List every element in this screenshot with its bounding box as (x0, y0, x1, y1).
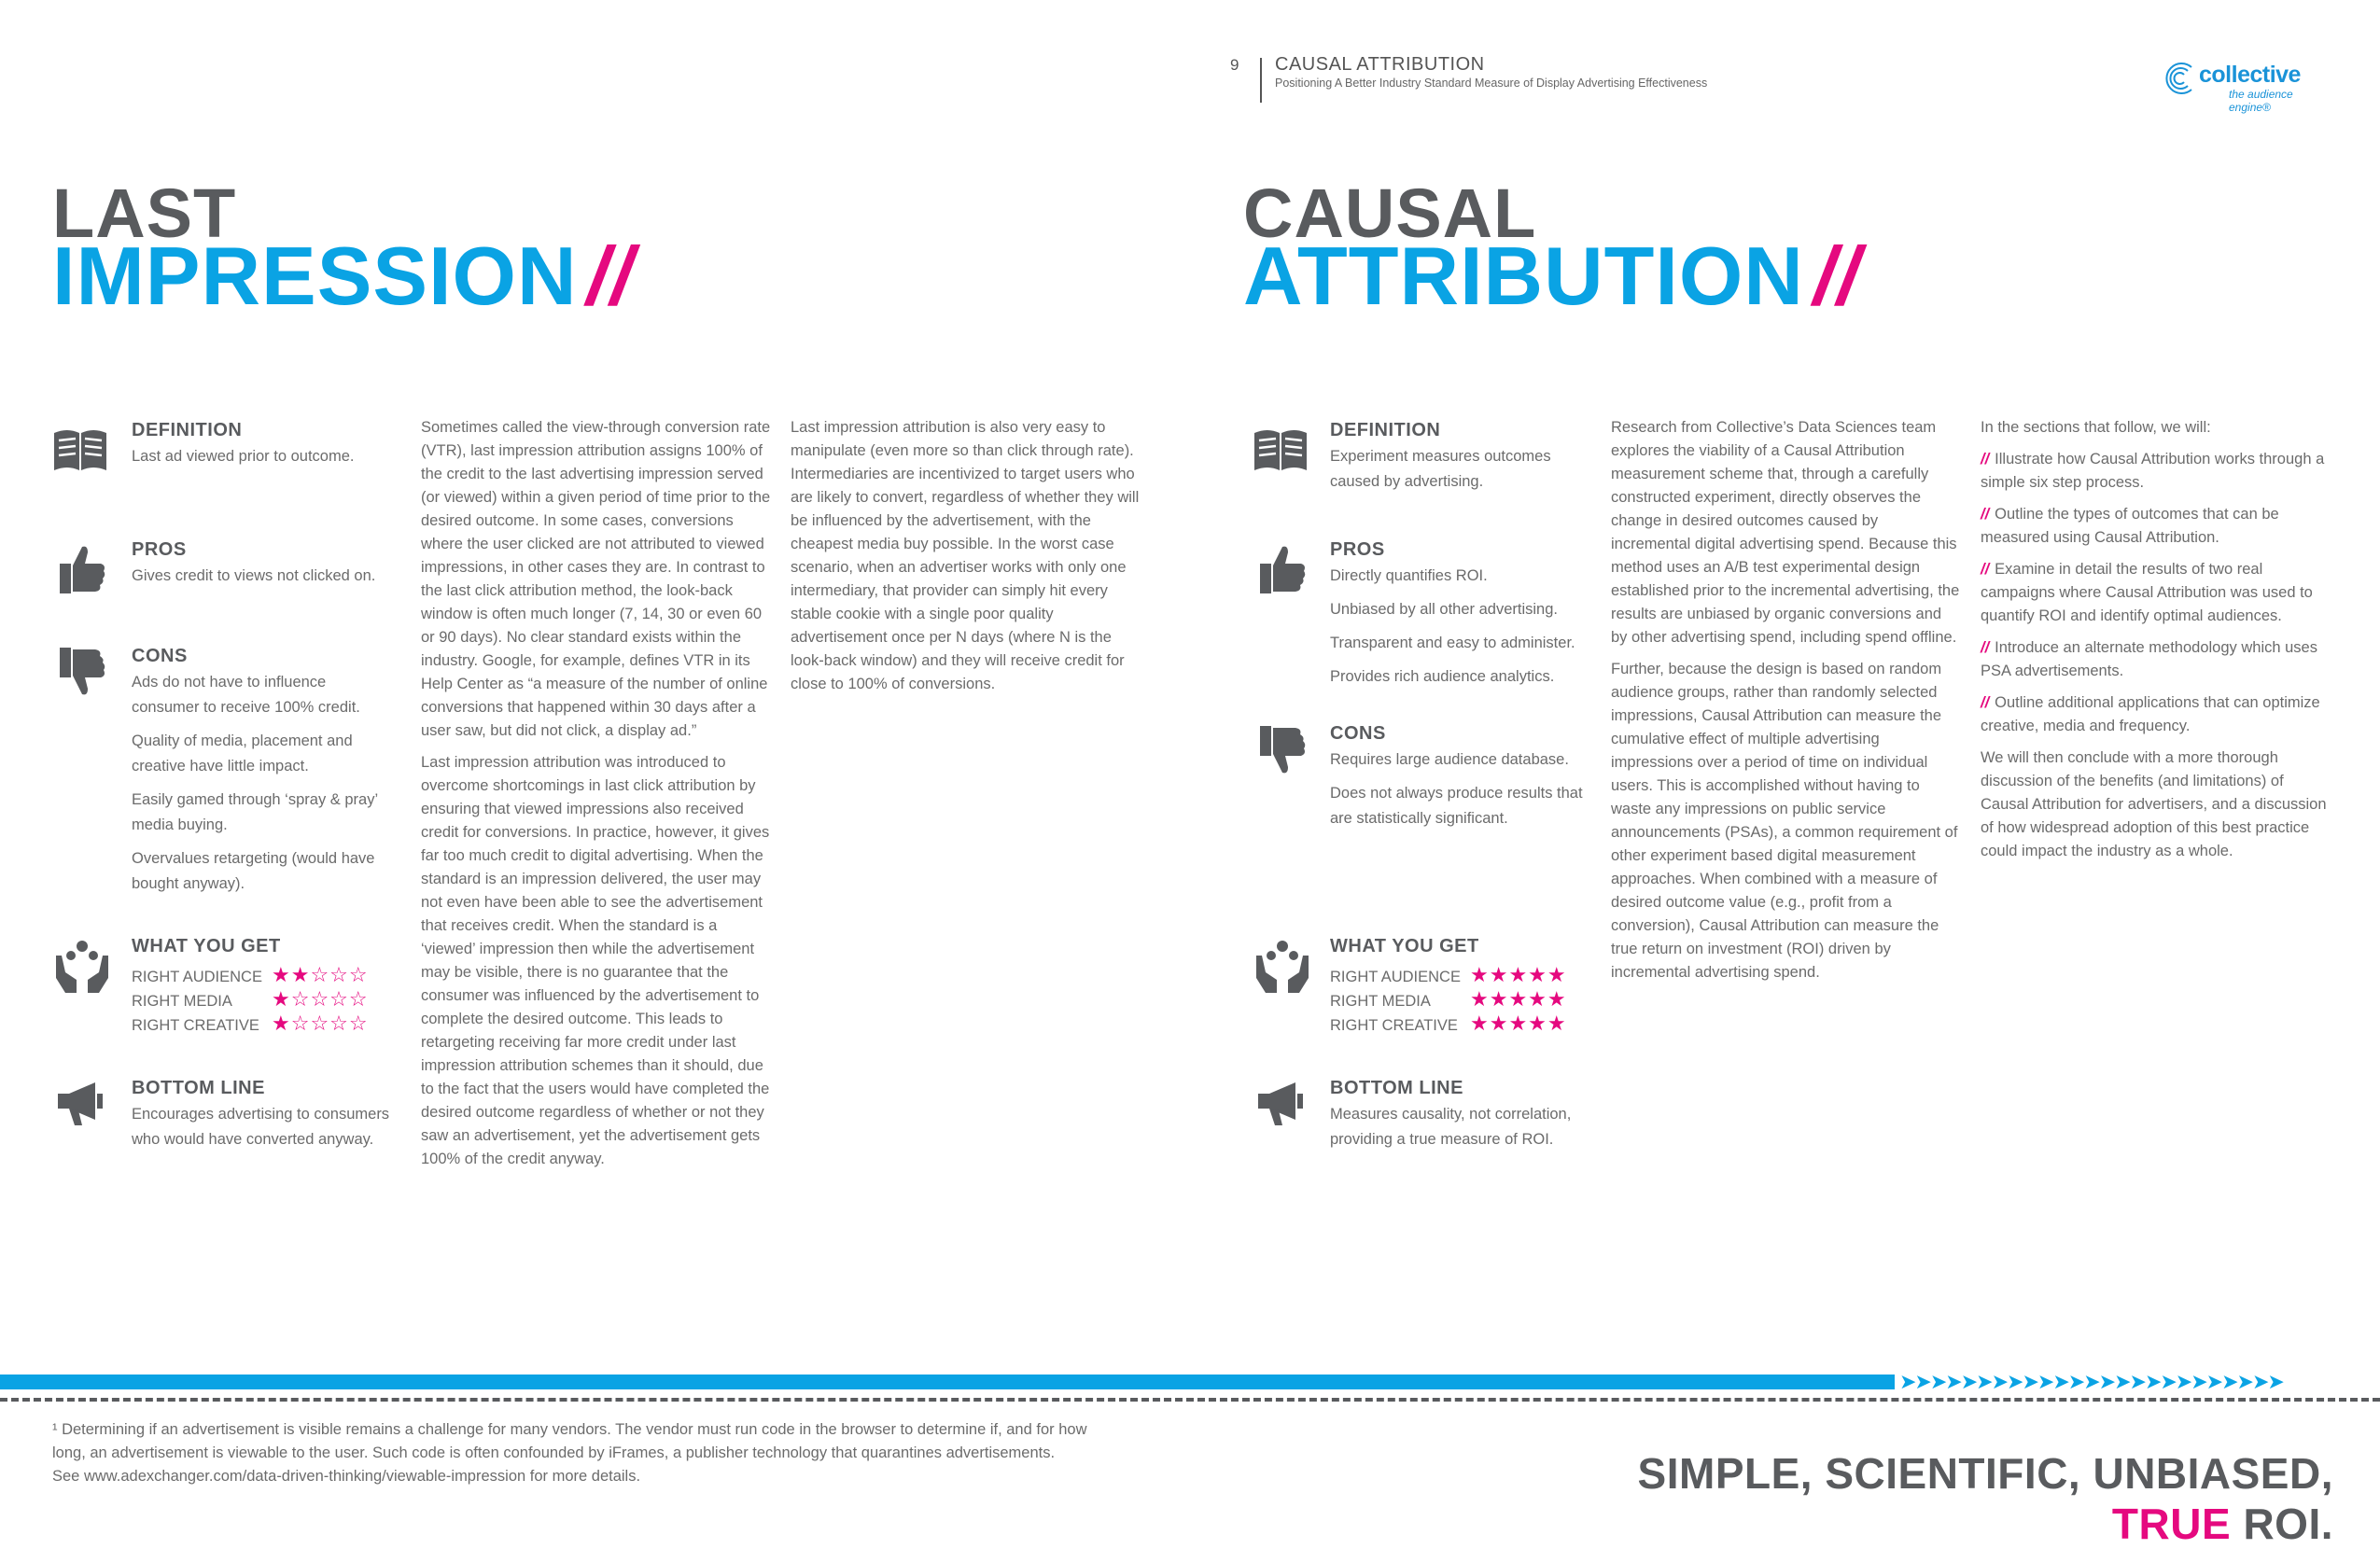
right-definition-text (1330, 444, 1582, 503)
left-cons-item: Ads do not have to influence consumer to receive 100% credit. (132, 674, 360, 716)
left-cons-item: Overvalues retargeting (would have bought anyway). (132, 850, 375, 892)
collective-logo (2163, 60, 2331, 114)
left-title-slash: // (586, 230, 635, 322)
rating-label: RIGHT CREATIVE (132, 1017, 259, 1034)
star-rating: ★☆☆☆☆ (272, 1012, 369, 1035)
tagline-highlight: TRUE (2111, 1500, 2232, 1548)
right-cons-item: Requires large audience database. (1330, 751, 1569, 768)
right-rating-row (1330, 987, 1567, 1012)
right-cons-text (1330, 747, 1591, 840)
right-rating-row (1330, 1012, 1567, 1036)
header-subtitle: Positioning A Better Industry Standard Measure of Display Advertising Effectiveness (1275, 77, 1708, 90)
paragraph: In the sections that follow, we will: (1981, 419, 2211, 436)
paragraph: Research from Collective’s Data Sciences team explores the viability of a Causal Attribution measurement scheme that, through a carefully constructed experiment, directly observes the change in desired outcomes caused by incremental digital advertising spend. Because this method uses an A/B test experimental design established prior to the incremental advertising, the results are unbiased by organic conversions and by other advertising spend, including spend offline. (1611, 419, 1960, 646)
rating-label: RIGHT AUDIENCE (132, 969, 262, 985)
footer-dashed-rule (0, 1398, 2380, 1402)
bullet-mark: // (1981, 694, 1990, 711)
bullet-mark: // (1981, 506, 1990, 523)
bullet-item (1981, 691, 2335, 738)
left-pros-item: Gives credit to views not clicked on. (132, 567, 376, 584)
bullet-item (1981, 503, 2335, 550)
paragraph: We will then conclude with a more thorough discussion of the benefits (and limitations) of Causal Attribution for advertisers, and a discussion of how widespread adoption of this best practice could impact the industry as a whole. (1981, 749, 2327, 859)
left-title-line2: IMPRESSION (52, 230, 578, 322)
footer-chevrons: ➤➤➤➤➤➤➤➤➤➤➤➤➤➤➤➤➤➤➤➤➤➤➤➤➤ (1899, 1372, 2283, 1392)
rating-label: RIGHT AUDIENCE (1330, 969, 1461, 985)
bullet-text: Outline additional applications that can optimize creative, media and frequency. (1981, 694, 2320, 734)
right-ratings (1330, 963, 1567, 1036)
thumbs-up-icon (1253, 539, 1312, 595)
left-cons-text (132, 670, 384, 905)
right-title-line2: ATTRIBUTION (1243, 230, 1804, 322)
left-bottom-text (132, 1102, 402, 1161)
hands-icon (52, 939, 112, 995)
right-pros-text (1330, 564, 1601, 698)
footnote-line: ¹ Determining if an advertisement is visible remains a challenge for many vendors. The vendor must run code in the browser to determine if, and for how (52, 1421, 1087, 1438)
footnote (52, 1418, 1172, 1488)
right-pros-item: Transparent and easy to administer. (1330, 635, 1575, 651)
left-wyg-head: WHAT YOU GET (132, 936, 281, 956)
right-body-column-1 (1611, 416, 1961, 993)
bullet-mark: // (1981, 639, 1990, 656)
right-title-line1: CAUSAL (1243, 174, 1537, 252)
right-pros-item: Provides rich audience analytics. (1330, 668, 1555, 685)
open-book-icon (50, 422, 110, 478)
paragraph: Sometimes called the view-through conversion rate (VTR), last impression attribution assigns 100% of the credit to the last advertising impression served (or viewed) within a given period of time prior to the desired outcome. In some cases, conversions where the user clicked are not attributed to viewed impressions, in other cases they are. In contrast to the last click attribution method, the look-back window is often much longer (7, 14, 30 or even 60 or 90 days). No clear standard exists within the industry. Google, for example, defines VTR in its Help Center as “a measure of the number of online conversions that happened within 30 days after a user saw, but did not click, a display ad.” (421, 419, 771, 739)
star-rating: ★★☆☆☆ (272, 963, 369, 986)
right-body-column-2 (1981, 416, 2335, 872)
hands-icon (1253, 939, 1312, 995)
tagline-pre: SIMPLE, SCIENTIFIC, UNBIASED, (1637, 1449, 2333, 1498)
logo-mark-icon (2163, 60, 2197, 97)
paragraph: Further, because the design is based on random audience groups, rather than randomly selected impressions, Causal Attribution can measure the cumulative effect of multiple advertising impressions over a period of time on individual users. This is accomplished without having to waste any impressions on public service announcements (PSAs), a common requirement of other experiment based digital measurement approaches. When combined with a measure of desired outcome value (e.g., profit from a conversion), Causal Attribution can measure the true return on investment (ROI) driven by incremental advertising spend. (1611, 661, 1958, 981)
right-pros-head: PROS (1330, 539, 1385, 560)
left-definition-line: Last ad viewed prior to outcome. (132, 448, 355, 465)
logo-tagline: the audience engine® (2229, 88, 2293, 114)
right-title-line2-wrap (1243, 230, 1861, 322)
header-title: CAUSAL ATTRIBUTION (1275, 54, 1485, 75)
paragraph: Last impression attribution is also very easy to manipulate (even more so than click through rate). Intermediaries are incentivized to target users who are likely to convert, regardless of whether they will be influenced by the advertisement, with the cheapest media buy possible. In the worst case scenario, when an advertiser works with only one intermediary, that provider can simply hit every stable cookie with a single poor quality advertisement once per N days (where N is the look-back window) and they will receive credit for close to 100% of conversions. (791, 419, 1140, 692)
bullet-item (1981, 558, 2335, 628)
right-bottom-head: BOTTOM LINE (1330, 1078, 1463, 1098)
left-title-line2-wrap (52, 230, 635, 322)
left-rating-row (132, 1012, 369, 1036)
thumbs-up-icon (52, 539, 112, 595)
right-cons-item: Does not always produce results that are statistically significant. (1330, 785, 1583, 827)
star-rating: ★★★★★ (1470, 1012, 1567, 1035)
megaphone-icon (1253, 1073, 1312, 1129)
left-rating-row (132, 987, 369, 1012)
star-rating: ★★★★★ (1470, 987, 1567, 1011)
right-title-slash: // (1813, 230, 1861, 322)
left-bottom-line: Encourages advertising to consumers who would have converted anyway. (132, 1106, 390, 1148)
left-definition-head: DEFINITION (132, 420, 243, 440)
left-title-line1: LAST (52, 174, 237, 252)
left-pros-text (132, 564, 384, 597)
logo-word: collective (2199, 62, 2301, 88)
right-definition-line: Experiment measures outcomes caused by advertising. (1330, 448, 1551, 490)
left-definition-text (132, 444, 384, 478)
bullet-item (1981, 448, 2335, 495)
right-pros-item: Unbiased by all other advertising. (1330, 601, 1558, 618)
left-body-column-2 (791, 416, 1141, 705)
thumbs-down-icon (1253, 724, 1312, 780)
left-pros-head: PROS (132, 539, 187, 560)
left-cons-item: Quality of media, placement and creative have little impact. (132, 733, 353, 774)
rating-label: RIGHT MEDIA (1330, 993, 1431, 1010)
bullet-mark: // (1981, 561, 1990, 578)
bullet-text: Introduce an alternate methodology which uses PSA advertisements. (1981, 639, 2317, 679)
left-bottom-head: BOTTOM LINE (132, 1078, 265, 1098)
right-wyg-head: WHAT YOU GET (1330, 936, 1479, 956)
left-rating-row (132, 963, 369, 987)
thumbs-down-icon (52, 646, 112, 702)
right-bottom-line: Measures causality, not correlation, providing a true measure of ROI. (1330, 1106, 1572, 1148)
right-bottom-text (1330, 1102, 1591, 1161)
bullet-item (1981, 636, 2335, 683)
footnote-line: See www.adexchanger.com/data-driven-thinking/viewable-impression for more details. (52, 1468, 641, 1485)
right-cons-head: CONS (1330, 723, 1386, 744)
left-body-column-1 (421, 416, 771, 1179)
tagline (1512, 1448, 2333, 1549)
star-rating: ★★★★★ (1470, 963, 1567, 986)
bullet-mark: // (1981, 451, 1990, 467)
left-cons-head: CONS (132, 646, 188, 666)
bullet-text: Illustrate how Causal Attribution works through a simple six step process. (1981, 451, 2325, 491)
left-ratings (132, 963, 369, 1036)
paragraph: Last impression attribution was introduced to overcome shortcomings in last click attribution by ensuring that viewed impressions also received credit for conversions. In practice, however, it gives far too much credit to digital advertising. When the standard is an impression delivered, the user may not even have been able to see the advertisement that receives credit. When the standard is a ‘viewed’ impression then while the advertisement may be visible, there is no guarantee that the consumer was influenced by the advertisement to complete the desired outcome. This leads to retargeting receiving far more credit under last impression attribution schemes than it should, due to the fact that the users would have completed the desired outcome regardless of whether or not they saw an advertisement, yet the advertisement gets 100% of the credit anyway. (421, 754, 770, 1167)
footnote-line: long, an advertisement is viewable to the user. Such code is often confounded by iFrames, a publisher technology that quarantines advertisements. (52, 1444, 1056, 1461)
right-pros-item: Directly quantifies ROI. (1330, 567, 1488, 584)
open-book-icon (1251, 422, 1310, 478)
rating-label: RIGHT CREATIVE (1330, 1017, 1458, 1034)
bullet-text: Examine in detail the results of two real campaigns where Causal Attribution was used to quantify ROI and identify optimal audiences. (1981, 561, 2313, 624)
right-definition-head: DEFINITION (1330, 420, 1441, 440)
rating-label: RIGHT MEDIA (132, 993, 232, 1010)
right-rating-row (1330, 963, 1567, 987)
footer-blue-band (0, 1375, 1895, 1389)
left-cons-item: Easily gamed through ‘spray & pray’ media buying. (132, 791, 378, 833)
header-divider (1260, 58, 1262, 103)
star-rating: ★☆☆☆☆ (272, 987, 369, 1011)
page-number: 9 (1230, 56, 1239, 74)
megaphone-icon (52, 1073, 112, 1129)
tagline-post: ROI. (2243, 1500, 2333, 1548)
bullet-text: Outline the types of outcomes that can be measured using Causal Attribution. (1981, 506, 2279, 546)
